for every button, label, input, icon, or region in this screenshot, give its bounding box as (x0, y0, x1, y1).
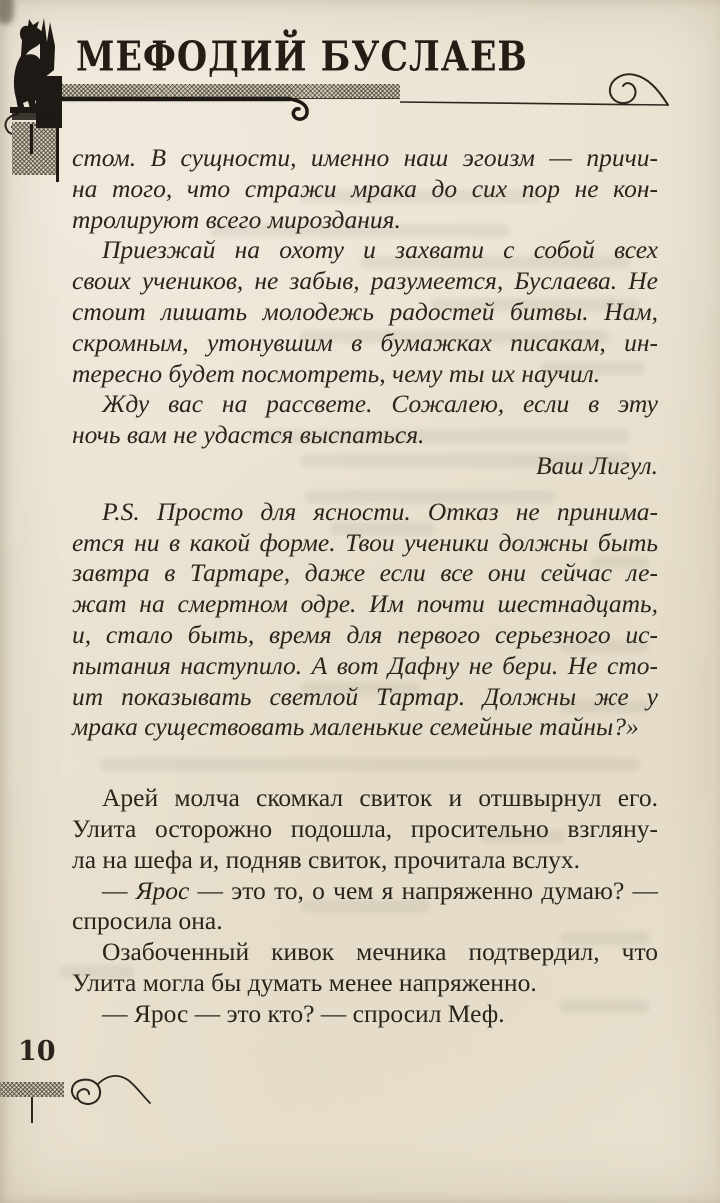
paragraph (72, 783, 658, 875)
text-line: Улита осторожно подошла, просительно взгляну- (72, 813, 658, 843)
text-line: своих учеников, не забыв, разумеется, Буслаева. Не (72, 266, 658, 296)
text-line: Арей молча скомкал свиток и отшвырнул его. (102, 783, 658, 813)
footer-ornament-bar (0, 1082, 64, 1097)
text-line: Жду вас на рассвете. Сожалею, если в эту (102, 389, 658, 419)
text-line: и, стало быть, время для первого серьезного ис- (72, 619, 658, 649)
paragraph (72, 999, 658, 1030)
paragraph (72, 937, 658, 999)
paragraph (72, 389, 658, 451)
ornament-block-tick (30, 124, 33, 154)
page-text (72, 143, 658, 1030)
spiral-flourish-icon (395, 60, 695, 125)
series-title: МЕФОДИЙ БУСЛАЕВ (76, 31, 528, 81)
text-line: — Ярос — это то, о чем я напряженно думаю? — (102, 875, 658, 905)
paragraph (72, 497, 658, 743)
text-line: на того, что стражи мрака до сих пор не кон- (72, 173, 658, 203)
text-line: Озабоченный кивок мечника подтвердил, что (102, 937, 658, 967)
paragraph (72, 451, 658, 482)
text-line: ется ни в какой форме. Твои ученики должны быть (72, 527, 658, 557)
text-line: мрака существовать маленькие семейные тайны?» (72, 712, 639, 742)
text-line: тролируют всего мироздания. (72, 204, 401, 234)
text-line: Улита могла бы думать менее напряженно. (72, 967, 537, 997)
text-line: Ваш Лигул. (535, 450, 658, 480)
ornament-hatched-block (12, 122, 57, 175)
footer-ornament-tick (31, 1097, 33, 1123)
text-line: ит показывать светлой Тартар. Должны же у (72, 681, 658, 711)
footer-spiral-flourish-icon (62, 1070, 162, 1115)
paragraph (72, 143, 658, 235)
text-line: завтра в Тартаре, даже если все они сейчас ле- (72, 558, 658, 588)
text-line: скромным, утонувшим в бумажках писакам, ин- (72, 327, 658, 357)
ornament-vertical-rule (56, 78, 59, 182)
paragraph (72, 235, 658, 389)
text-line: тересно будет посмотреть, чему ты их научил. (72, 358, 601, 388)
text-line: ла на шефа и, подняв свиток, прочитала вслух. (72, 844, 580, 874)
text-line: стоит лишать молодежь радостей битвы. Нам, (72, 296, 658, 326)
paragraph (72, 876, 658, 938)
text-line: ночь вам не удастся выспаться. (72, 420, 425, 450)
text-line: жат на смертном одре. Им почти шестнадцать, (72, 589, 658, 619)
page-number: 10 (18, 1036, 56, 1067)
text-line: P.S. Просто для ясности. Отказ не принима- (102, 496, 658, 526)
header-rule-with-hook (56, 94, 316, 124)
text-line: стом. В сущности, именно наш эгоизм — причи- (72, 143, 658, 172)
text-line: — Ярос — это кто? — спросил Меф. (102, 998, 505, 1028)
text-line: Приезжай на охоту и захвати с собой всех (102, 235, 658, 265)
text-line: пытания наступило. А вот Дафну не бери. Не сто- (72, 650, 658, 680)
text-line: спросила она. (72, 906, 223, 936)
